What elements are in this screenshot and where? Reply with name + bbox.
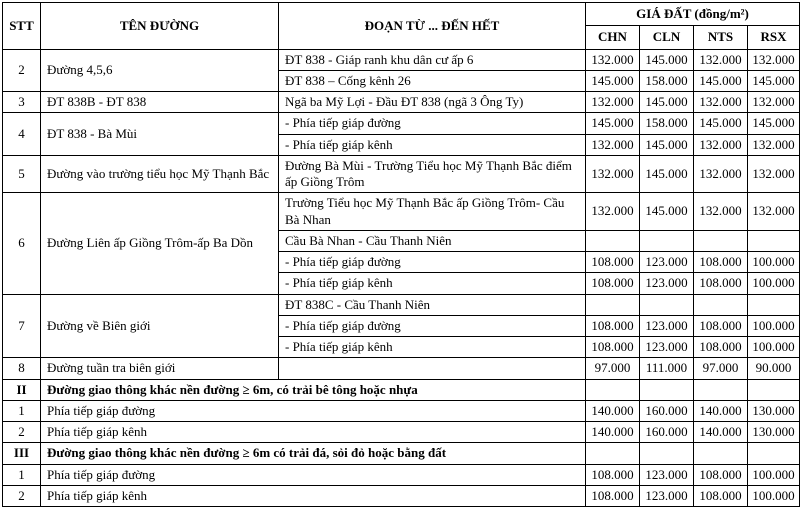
price-cell-chn: 108.000 — [586, 337, 640, 358]
stt-cell: III — [3, 443, 41, 464]
segment-cell: ĐT 838 - Giáp ranh khu dân cư ấp 6 — [279, 49, 586, 70]
street-name-cell: Đường Liên ấp Giồng Trôm-ấp Ba Dồn — [41, 193, 279, 294]
price-cell-cln: 145.000 — [640, 193, 694, 231]
street-name-cell: Phía tiếp giáp kênh — [41, 485, 586, 506]
stt-cell: 5 — [3, 155, 41, 193]
segment-cell: ĐT 838 – Cống kênh 26 — [279, 70, 586, 91]
table-row — [3, 358, 800, 379]
price-cell-rsx: 130.000 — [748, 400, 800, 421]
price-cell-rsx: 132.000 — [748, 92, 800, 113]
price-cell-chn — [586, 379, 640, 400]
price-cell-chn — [586, 443, 640, 464]
price-cell-cln: 160.000 — [640, 400, 694, 421]
price-cell-nts: 108.000 — [694, 464, 748, 485]
price-cell-nts: 108.000 — [694, 273, 748, 294]
price-cell-nts: 108.000 — [694, 315, 748, 336]
table-row — [3, 113, 800, 134]
price-cell-chn: 108.000 — [586, 485, 640, 506]
price-cell-rsx: 100.000 — [748, 252, 800, 273]
price-cell-nts: 132.000 — [694, 92, 748, 113]
street-name-cell: Phía tiếp giáp đường — [41, 464, 586, 485]
price-cell-cln: 123.000 — [640, 485, 694, 506]
price-cell-nts — [694, 379, 748, 400]
table-row — [3, 155, 800, 193]
header-stt: STT — [3, 3, 41, 50]
table-row — [3, 400, 800, 421]
header-col-nts: NTS — [694, 26, 748, 49]
price-cell-chn: 108.000 — [586, 315, 640, 336]
price-cell-cln — [640, 443, 694, 464]
price-cell-rsx: 130.000 — [748, 422, 800, 443]
price-cell-nts: 145.000 — [694, 70, 748, 91]
stt-cell: 2 — [3, 485, 41, 506]
segment-cell: ĐT 838C - Cầu Thanh Niên — [279, 294, 586, 315]
section-header-row — [3, 379, 800, 400]
price-cell-nts: 140.000 — [694, 422, 748, 443]
segment-cell: - Phía tiếp giáp kênh — [279, 337, 586, 358]
street-name-cell: Phía tiếp giáp kênh — [41, 422, 586, 443]
table-row — [3, 485, 800, 506]
price-cell-rsx — [748, 230, 800, 251]
segment-cell: - Phía tiếp giáp đường — [279, 315, 586, 336]
price-cell-nts: 108.000 — [694, 485, 748, 506]
table-row — [3, 464, 800, 485]
price-cell-nts — [694, 230, 748, 251]
price-cell-nts: 132.000 — [694, 155, 748, 193]
segment-cell — [279, 358, 586, 379]
street-name-cell: Đường vào trường tiểu học Mỹ Thạnh Bắc — [41, 155, 279, 193]
price-cell-chn: 145.000 — [586, 113, 640, 134]
price-cell-cln: 158.000 — [640, 113, 694, 134]
price-cell-nts: 108.000 — [694, 252, 748, 273]
price-cell-rsx: 100.000 — [748, 337, 800, 358]
price-cell-cln: 145.000 — [640, 134, 694, 155]
price-cell-nts — [694, 294, 748, 315]
price-cell-nts: 108.000 — [694, 337, 748, 358]
price-cell-chn: 97.000 — [586, 358, 640, 379]
price-cell-chn: 132.000 — [586, 134, 640, 155]
land-price-table — [2, 2, 800, 507]
section-header-row — [3, 443, 800, 464]
price-cell-rsx: 132.000 — [748, 155, 800, 193]
segment-cell: - Phía tiếp giáp đường — [279, 252, 586, 273]
price-cell-chn: 140.000 — [586, 400, 640, 421]
stt-cell: 4 — [3, 113, 41, 156]
price-cell-chn: 132.000 — [586, 49, 640, 70]
price-cell-cln: 145.000 — [640, 155, 694, 193]
price-cell-rsx: 100.000 — [748, 485, 800, 506]
table-row — [3, 294, 800, 315]
street-name-cell: ĐT 838B - ĐT 838 — [41, 92, 279, 113]
table-row — [3, 422, 800, 443]
price-cell-rsx: 90.000 — [748, 358, 800, 379]
price-cell-cln: 160.000 — [640, 422, 694, 443]
price-cell-nts — [694, 443, 748, 464]
price-cell-rsx: 100.000 — [748, 315, 800, 336]
price-cell-rsx — [748, 443, 800, 464]
segment-cell: Đường Bà Mùi - Trường Tiểu học Mỹ Thạnh Bắc điểm ấp Giồng Trôm — [279, 155, 586, 193]
header-segment: ĐOẠN TỪ ... ĐẾN HẾT — [279, 3, 586, 50]
stt-cell: 1 — [3, 464, 41, 485]
header-row-top — [3, 3, 800, 26]
table-row — [3, 49, 800, 70]
price-cell-rsx: 132.000 — [748, 49, 800, 70]
segment-cell: - Phía tiếp giáp kênh — [279, 134, 586, 155]
street-name-cell: Đường tuần tra biên giới — [41, 358, 279, 379]
price-cell-nts: 140.000 — [694, 400, 748, 421]
segment-cell: Trường Tiểu học Mỹ Thạnh Bắc ấp Giồng Trôm- Cầu Bà Nhan — [279, 193, 586, 231]
price-cell-rsx: 100.000 — [748, 273, 800, 294]
price-cell-chn: 145.000 — [586, 70, 640, 91]
price-cell-chn: 132.000 — [586, 92, 640, 113]
street-name-cell: Phía tiếp giáp đường — [41, 400, 586, 421]
stt-cell: 8 — [3, 358, 41, 379]
price-cell-rsx: 132.000 — [748, 134, 800, 155]
price-cell-chn — [586, 294, 640, 315]
segment-cell: - Phía tiếp giáp đường — [279, 113, 586, 134]
stt-cell: 2 — [3, 49, 41, 92]
price-cell-rsx: 145.000 — [748, 70, 800, 91]
header-land-price: GIÁ ĐẤT (đồng/m²) — [586, 3, 800, 26]
header-col-chn: CHN — [586, 26, 640, 49]
street-name-cell: ĐT 838 - Bà Mùi — [41, 113, 279, 156]
price-cell-nts: 132.000 — [694, 134, 748, 155]
price-cell-chn: 132.000 — [586, 193, 640, 231]
segment-cell: Ngã ba Mỹ Lợi - Đầu ĐT 838 (ngã 3 Ông Ty) — [279, 92, 586, 113]
price-cell-chn: 108.000 — [586, 273, 640, 294]
table-row — [3, 92, 800, 113]
price-cell-nts: 132.000 — [694, 193, 748, 231]
price-cell-chn: 108.000 — [586, 464, 640, 485]
header-col-rsx: RSX — [748, 26, 800, 49]
price-cell-rsx: 100.000 — [748, 464, 800, 485]
stt-cell: 7 — [3, 294, 41, 358]
price-cell-rsx — [748, 294, 800, 315]
stt-cell: 3 — [3, 92, 41, 113]
price-cell-cln: 145.000 — [640, 92, 694, 113]
price-cell-chn: 108.000 — [586, 252, 640, 273]
price-cell-nts: 97.000 — [694, 358, 748, 379]
price-cell-rsx — [748, 379, 800, 400]
section-title-cell: Đường giao thông khác nền đường ≥ 6m có trải đá, sỏi đỏ hoặc bằng đất — [41, 443, 586, 464]
price-cell-nts: 132.000 — [694, 49, 748, 70]
price-cell-cln: 123.000 — [640, 252, 694, 273]
price-cell-cln — [640, 379, 694, 400]
price-cell-cln: 145.000 — [640, 49, 694, 70]
price-cell-cln — [640, 230, 694, 251]
price-cell-cln: 111.000 — [640, 358, 694, 379]
price-cell-chn: 132.000 — [586, 155, 640, 193]
price-cell-chn: 140.000 — [586, 422, 640, 443]
price-cell-nts: 145.000 — [694, 113, 748, 134]
street-name-cell: Đường 4,5,6 — [41, 49, 279, 92]
street-name-cell: Đường về Biên giới — [41, 294, 279, 358]
segment-cell: - Phía tiếp giáp kênh — [279, 273, 586, 294]
stt-cell: II — [3, 379, 41, 400]
stt-cell: 6 — [3, 193, 41, 294]
stt-cell: 2 — [3, 422, 41, 443]
header-street-name: TÊN ĐƯỜNG — [41, 3, 279, 50]
price-cell-rsx: 132.000 — [748, 193, 800, 231]
price-cell-cln: 123.000 — [640, 464, 694, 485]
table-row — [3, 193, 800, 231]
segment-cell: Cầu Bà Nhan - Cầu Thanh Niên — [279, 230, 586, 251]
price-cell-chn — [586, 230, 640, 251]
price-cell-cln — [640, 294, 694, 315]
price-cell-cln: 158.000 — [640, 70, 694, 91]
price-cell-cln: 123.000 — [640, 273, 694, 294]
price-cell-cln: 123.000 — [640, 315, 694, 336]
price-cell-rsx: 145.000 — [748, 113, 800, 134]
section-title-cell: Đường giao thông khác nền đường ≥ 6m, có trải bê tông hoặc nhựa — [41, 379, 586, 400]
header-col-cln: CLN — [640, 26, 694, 49]
stt-cell: 1 — [3, 400, 41, 421]
price-cell-cln: 123.000 — [640, 337, 694, 358]
